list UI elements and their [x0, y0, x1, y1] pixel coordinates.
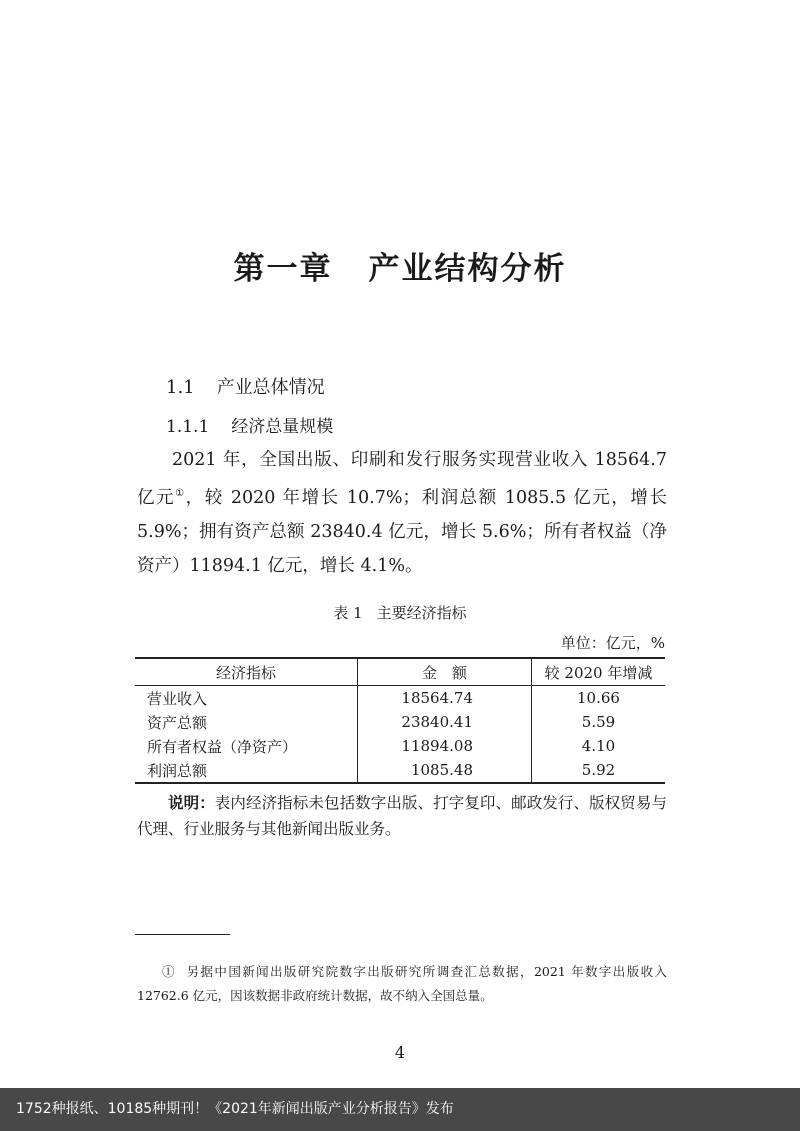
footnote-mark: ①	[162, 964, 176, 979]
indicator-growth: 10.66	[532, 686, 666, 711]
chapter-title	[0, 243, 800, 288]
indicator-name: 所有者权益（净资产）	[147, 737, 298, 756]
indicator-amount: 18564.74	[358, 686, 532, 711]
section-number: 1.1	[166, 377, 195, 398]
indicator-growth: 5.92	[532, 758, 666, 783]
table-header-row	[135, 658, 665, 686]
subsection-number: 1.1.1	[166, 417, 210, 437]
table-row	[135, 734, 665, 758]
section-title: 产业总体情况	[216, 377, 325, 398]
table-unit: 单位：亿元，%	[560, 634, 665, 652]
page-number: 4	[394, 1043, 406, 1062]
body-paragraph	[137, 443, 667, 583]
indicator-name: 利润总额	[147, 761, 208, 780]
subsection-title: 经济总量规模	[231, 417, 334, 437]
footnote-divider	[135, 934, 230, 935]
table-note-label: 说明：	[168, 793, 215, 812]
caption-text: 1752种报纸、10185种期刊！《2021年新闻出版产业分析报告》发布	[16, 1101, 454, 1117]
indicator-name: 资产总额	[147, 713, 208, 732]
indicator-growth: 4.10	[532, 734, 666, 758]
chapter-number: 第一章	[233, 251, 333, 287]
economic-indicators-table	[135, 657, 665, 784]
indicator-amount: 11894.08	[358, 734, 532, 758]
table-note-text: 表内经济指标未包括数字出版、打字复印、邮政发行、版权贸易与代理、行业服务与其他新闻出版业务。	[137, 794, 667, 838]
paragraph-part-1: 2021 年，全国出版、印刷和发行服务实现营业收入 18564.7 亿元	[137, 450, 667, 508]
indicator-amount: 23840.41	[358, 710, 532, 734]
table-note	[137, 790, 667, 842]
table-row	[135, 686, 665, 711]
subsection-heading	[166, 412, 333, 437]
chapter-name: 产业结构分析	[368, 251, 567, 287]
indicator-growth: 5.59	[532, 710, 666, 734]
table-row	[135, 758, 665, 783]
table-row	[135, 710, 665, 734]
paragraph-part-2: ，较 2020 年增长 10.7%；利润总额 1085.5 亿元，增长 5.9%；拥有资产总额 23840.4 亿元，增长 5.6%；所有者权益（净资产）11894.1 亿元，增长 4.1%。	[137, 487, 667, 576]
column-header-amount: 金 额	[358, 658, 532, 686]
image-caption-bar	[0, 1088, 800, 1131]
footnote-reference[interactable]: ①	[175, 488, 186, 499]
column-header-growth: 较 2020 年增减	[532, 658, 666, 686]
footnote	[137, 960, 667, 1008]
footnote-text: 另据中国新闻出版研究院数字出版研究所调查汇总数据，2021 年数字出版收入 12762.6 亿元，因该数据非政府统计数据，故不纳入全国总量。	[137, 964, 667, 1003]
indicator-name: 营业收入	[147, 689, 208, 708]
table-caption-number: 表 1	[333, 604, 363, 622]
indicator-amount: 1085.48	[358, 758, 532, 783]
section-heading	[166, 373, 325, 399]
table-caption	[0, 602, 800, 623]
table-caption-title: 主要经济指标	[376, 604, 467, 622]
column-header-indicator: 经济指标	[135, 658, 358, 686]
